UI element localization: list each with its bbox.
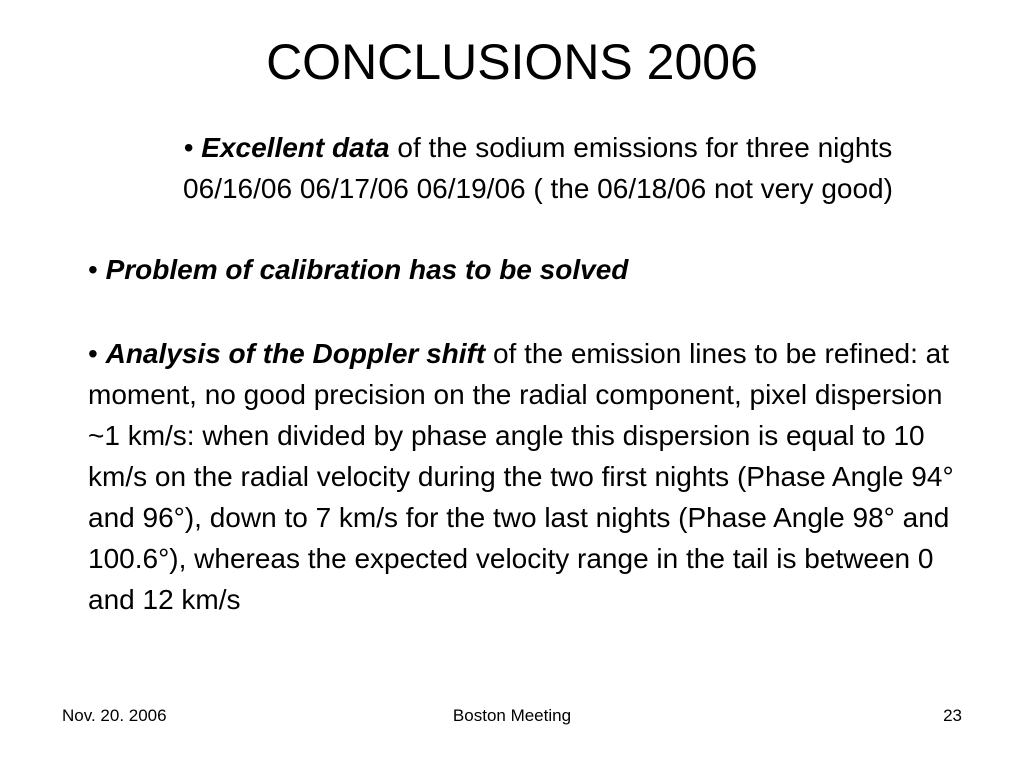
footer-page-number: 23	[943, 706, 962, 725]
bullet-emphasis: Analysis of the Doppler shift	[105, 338, 486, 369]
bullet-emphasis: Problem of calibration has to be solved	[105, 254, 629, 285]
bullet-calibration	[88, 249, 988, 290]
bullet-doppler-analysis	[88, 333, 968, 620]
bullet-marker: •	[88, 338, 98, 369]
footer-event: Boston Meeting	[452, 706, 572, 725]
bullet-marker: •	[88, 254, 98, 285]
bullet-marker: •	[183, 132, 194, 163]
bullet-text-line1: of the sodium emissions for three nights	[397, 132, 893, 163]
footer-date: Nov. 20. 2006	[62, 706, 167, 725]
bullet-text: of the emission lines to be refined: at moment, no good precision on the radial component, pixel dispersion ~1 km/s: when divided by phase angle this dispersion is equal to 10 km/s on the radial velocity during the two first nights (Phase Angle 94° and 96°), down to 7 km/s for the two last nights (Phase Angle 98° and 100.6°), whereas the expected velocity range in the tail is between 0 and 12 km/s	[88, 338, 954, 615]
slide-title: CONCLUSIONS 2006	[266, 34, 758, 90]
bullet-emphasis: Excellent data	[201, 132, 390, 163]
bullet-excellent-data	[98, 127, 978, 209]
bullet-text-line2: 06/16/06 06/17/06 06/19/06 ( the 06/18/06 not very good)	[183, 173, 893, 204]
